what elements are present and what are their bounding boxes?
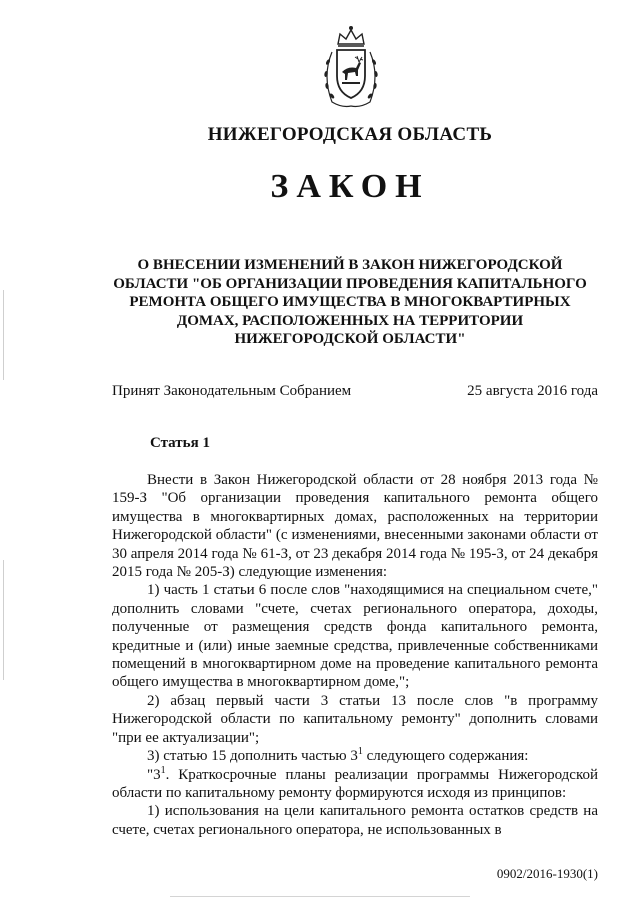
- law-title-line: ДОМАХ, РАСПОЛОЖЕННЫХ НА ТЕРРИТОРИИ: [176, 312, 524, 329]
- new-part-superscript: 1: [160, 764, 166, 776]
- new-part-body: . Краткосрочные планы реализации программы Нижегородской области по капитальному ремонту формируются исходя из принципов:: [112, 766, 598, 801]
- new-part-number: "3: [147, 766, 161, 783]
- article-intro: Внести в Закон Нижегородской области от 28 ноября 2013 года № 159-З "Об организации проведения капитального ремонта общего имущества в многоквартирных домах, расположенных на территории Нижегородской области" (с изменениями, внесенными законами области от 30 апреля 2014 года № 61-З, от 23 декабря 2014 года № 195-З, от 24 декабря 2015 года № 205-З) следующие изменения:: [112, 472, 598, 581]
- law-title: [110, 256, 590, 349]
- article-heading: Статья 1: [150, 435, 210, 451]
- amendment-item-3: [112, 747, 598, 765]
- adoption-line: [112, 383, 598, 400]
- law-title-line: НИЖЕГОРОДСКОЙ ОБЛАСТИ": [234, 331, 466, 347]
- article-body: [112, 471, 598, 839]
- document-code: 0902/2016-1930(1): [496, 866, 598, 881]
- adoption-text: Принят Законодательным Собранием: [112, 383, 352, 399]
- principle-1: 1) использования на цели капитального ремонта остатков средств на счете, счетах регионального оператора, не использованных в: [112, 803, 598, 838]
- new-part-text: [112, 766, 598, 803]
- scan-bottom-line: [170, 896, 470, 897]
- scan-edge-line: [3, 290, 4, 380]
- item3-text-before: 3) статью 15 дополнить частью 3: [147, 748, 358, 765]
- adoption-date: 25 августа 2016 года: [467, 383, 598, 399]
- document-type: ЗАКОН: [270, 168, 430, 205]
- law-title-line: РЕМОНТА ОБЩЕГО ИМУЩЕСТВА В МНОГОКВАРТИРНЫХ: [129, 294, 571, 310]
- amendment-item-2: 2) абзац первый части 3 статьи 13 после слов "в программу Нижегородской области по капитальному ремонту" дополнить словами "при ее актуализации";: [112, 692, 598, 746]
- law-title-line: ОБЛАСТИ "ОБ ОРГАНИЗАЦИИ ПРОВЕДЕНИЯ КАПИТАЛЬНОГО: [113, 275, 587, 292]
- region-name: НИЖЕГОРОДСКАЯ ОБЛАСТЬ: [207, 124, 493, 145]
- scan-edge-line: [3, 560, 4, 680]
- amendment-item-1: 1) часть 1 статьи 6 после слов "находящимися на специальном счете," дополнить словами "счете, счетах регионального оператора, доходы, полученные от размещения средств фонда капитального ремонта, кредитные и (или) иные заемные средства, привлеченные собственниками помещений в многоквартирном доме на проведение капитального ремонта общего имущества в многоквартирном доме,";: [112, 582, 598, 691]
- item3-text-after: следующего содержания:: [362, 748, 529, 765]
- coat-of-arms-icon: [318, 24, 384, 110]
- item3-superscript: 1: [357, 746, 363, 758]
- law-title-line: О ВНЕСЕНИИ ИЗМЕНЕНИЙ В ЗАКОН НИЖЕГОРОДСКОЙ: [137, 257, 563, 273]
